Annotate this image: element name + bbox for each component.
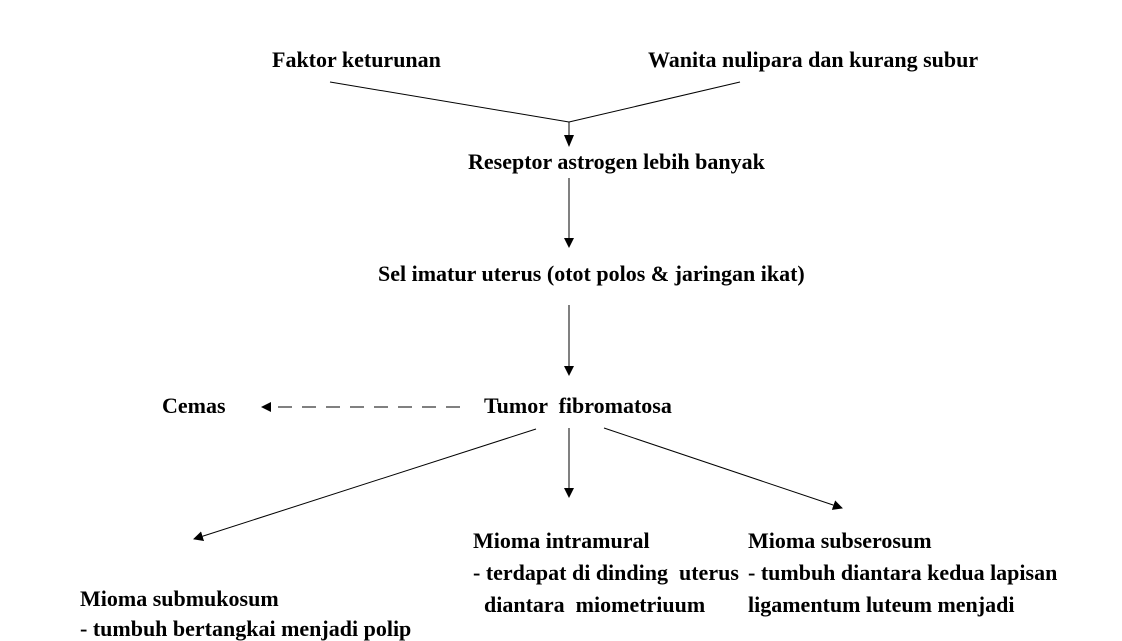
node-mioma-intramural-line2: diantara miometriuum [473, 592, 706, 617]
node-mioma-intramural-title: Mioma intramural [473, 528, 650, 553]
node-sel-imatur: Sel imatur uterus (otot polos & jaringan ikat) [378, 261, 805, 286]
edge-tumor-to-subserosum [604, 428, 842, 508]
edge-faktor-to-junction [330, 82, 569, 122]
edge-wanita-to-junction [569, 82, 740, 122]
node-mioma-subserosum-line1: - tumbuh diantara kedua lapisan [748, 560, 1058, 585]
node-tumor-fibromatosa: Tumor fibromatosa [484, 393, 672, 418]
node-mioma-subserosum-title: Mioma subserosum [748, 528, 932, 553]
node-mioma-submukosum-line1: - tumbuh bertangkai menjadi polip [80, 616, 412, 641]
node-faktor-keturunan: Faktor keturunan [272, 47, 441, 72]
node-mioma-subserosum-line2: ligamentum luteum menjadi [748, 592, 1015, 617]
node-cemas: Cemas [162, 393, 226, 418]
node-reseptor-astrogen: Reseptor astrogen lebih banyak [468, 149, 765, 174]
node-mioma-intramural-line1: - terdapat di dinding uterus [473, 560, 739, 585]
node-mioma-submukosum-title: Mioma submukosum [80, 586, 279, 611]
edge-tumor-to-submukosum [194, 429, 536, 539]
node-wanita-nulipara: Wanita nulipara dan kurang subur [648, 47, 979, 72]
